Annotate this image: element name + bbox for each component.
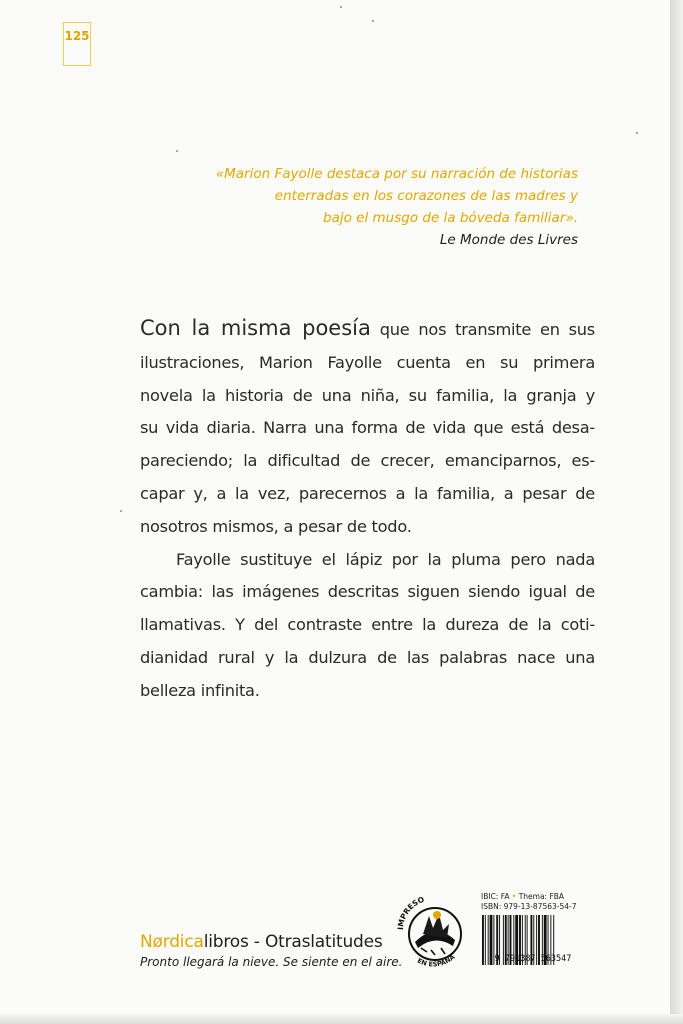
- subject-codes: [481, 892, 577, 902]
- code-separator: •: [509, 892, 519, 901]
- stamp-bottom-textpath: EN ESPAÑA: [416, 953, 457, 969]
- publisher-name-accent: Nørdica: [140, 932, 204, 952]
- publisher-name-rest: libros - Otraslatitudes: [203, 932, 383, 952]
- stamp-top-textpath: IMPRESO: [395, 894, 426, 931]
- quote-source: Le Monde des Livres: [439, 232, 578, 248]
- synopsis-lead: Con la misma poesía: [140, 316, 371, 340]
- press-quote: [98, 163, 578, 229]
- classification-codes: [481, 892, 577, 912]
- synopsis-line: cambia: las imágenes descritas siguen siendo igual de: [140, 582, 595, 602]
- stamp-lines-icon: [421, 948, 445, 955]
- synopsis-line: pareciendo; la dificultad de crecer, emanciparnos, es-: [140, 451, 595, 471]
- bottom-edge: [0, 1014, 683, 1024]
- stamp-sun-icon: [433, 911, 441, 919]
- page-number: 125: [63, 22, 91, 66]
- synopsis-line: dianidad rural y la dulzura de las palabras nace una: [140, 647, 595, 667]
- synopsis-line-text: que nos transmite en sus: [370, 320, 595, 339]
- synopsis: [140, 312, 595, 708]
- publisher-imprint: [140, 932, 402, 969]
- stamp-bottom-text: [416, 953, 456, 968]
- synopsis-line: su vida diaria. Narra una forma de vida que está desa-: [140, 418, 595, 438]
- synopsis-line: capar y, a la vez, parecernos a la familia, a pesar de: [140, 483, 595, 503]
- synopsis-line: Fayolle sustituye el lápiz por la pluma pero nada: [176, 549, 595, 569]
- quote-line: «Marion Fayolle destaca por su narración de historias: [215, 166, 578, 182]
- synopsis-line: nosotros mismos, a pesar de todo.: [140, 516, 412, 536]
- paper-speck: [176, 150, 178, 152]
- synopsis-line: belleza infinita.: [140, 680, 260, 700]
- paper-speck: [636, 132, 638, 134]
- synopsis-line: novela la historia de una niña, su familia, la granja y: [140, 385, 595, 405]
- paper-speck: [340, 6, 342, 8]
- synopsis-line: llamativas. Y del contraste entre la dureza de la coti-: [140, 615, 595, 635]
- page-edge: [670, 0, 683, 1024]
- barcode-group-1: 791387: [504, 954, 536, 964]
- synopsis-line: ilustraciones, Marion Fayolle cuenta en su primera: [140, 352, 595, 372]
- barcode-digits: [478, 954, 588, 964]
- paper-speck: [372, 20, 374, 22]
- quote-line: bajo el musgo de la bóveda familiar».: [323, 210, 578, 226]
- paper-speck: [120, 510, 122, 512]
- tagline: Pronto llegará la nieve. Se siente en el aire.: [140, 955, 403, 969]
- publisher-name: [140, 932, 402, 952]
- isbn-code: ISBN: 979-13-87563-54-7: [481, 902, 577, 911]
- thema-code: Thema: FBA: [518, 892, 565, 901]
- quote-line: enterradas en los corazones de las madres y: [274, 188, 578, 204]
- barcode-group-2: 563547: [540, 954, 572, 964]
- barcode-first-digit: 9: [494, 954, 500, 964]
- printed-in-spain-stamp: [393, 884, 473, 976]
- ibic-code: IBIC: FA: [481, 892, 510, 901]
- synopsis-line: [140, 312, 595, 347]
